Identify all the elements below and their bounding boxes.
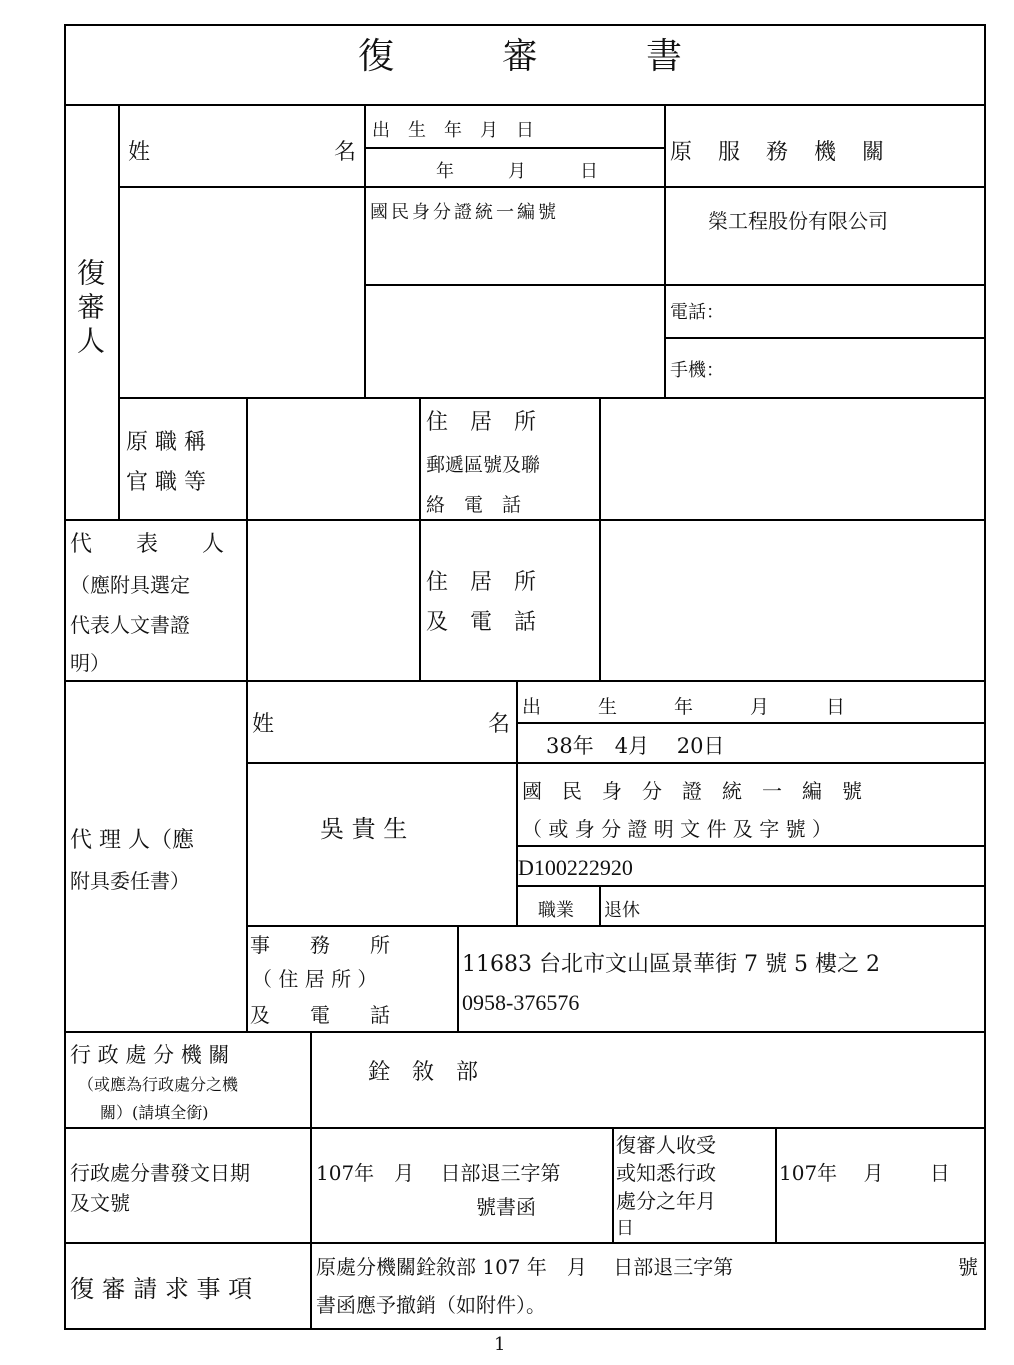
rep-label-4: 明）	[70, 651, 110, 675]
rule	[599, 885, 601, 926]
phone-label: 電話：	[670, 302, 724, 323]
agent-name-label-right: 名	[488, 712, 511, 737]
receipt-label-3: 處分之年月	[616, 1189, 716, 1213]
rule	[64, 519, 986, 521]
dispatch-label-2: 及文號	[70, 1191, 130, 1215]
agent-birth-value: 38年 4月 20日	[546, 734, 725, 758]
form-title: 復 審 書	[358, 36, 683, 77]
rule	[246, 397, 248, 1031]
rule	[365, 147, 665, 149]
receipt-label-4: 日	[616, 1218, 634, 1239]
rule	[365, 284, 986, 286]
agency-value: 榮工程股份有限公司	[708, 209, 888, 233]
agency-label: 原 服 務 機 關	[670, 140, 887, 165]
rule	[310, 1031, 312, 1330]
residence-label-3: 絡 電 話	[426, 494, 522, 516]
dispatch-value-1: 107年 月 日部退三字第	[316, 1161, 561, 1185]
request-value-2: 書函應予撤銷（如附件）。	[316, 1293, 546, 1317]
rule	[517, 885, 986, 887]
agent-name-label-left: 姓	[252, 712, 275, 737]
residence-label-2: 郵遞區號及聯	[426, 454, 541, 476]
rule	[64, 1031, 986, 1033]
rule	[775, 1127, 777, 1243]
rule	[64, 1127, 986, 1129]
rule	[364, 104, 366, 398]
rep-residence-label-2: 及 電 話	[426, 610, 537, 635]
birth-value: 年 月 日	[436, 161, 598, 182]
rule	[64, 680, 986, 682]
dispose-agency-label-3: 關）(請填全銜)	[100, 1103, 209, 1122]
agent-id-label-1: 國 民 身 分 證 統 一 編 號	[522, 779, 862, 803]
name-label-right: 名	[334, 140, 357, 165]
dispose-agency-value: 銓 敘 部	[368, 1060, 479, 1085]
rule	[119, 397, 986, 399]
rep-residence-label-1: 住 居 所	[426, 570, 537, 595]
rep-label-2: （應附具選定	[70, 573, 190, 597]
rule	[64, 1328, 986, 1330]
rule	[64, 1242, 986, 1244]
agent-birth-label: 出 生 年 月 日	[522, 696, 846, 718]
agent-label-1: 代 理 人（應	[70, 828, 194, 853]
office-label-3: 及 電 話	[250, 1003, 390, 1027]
rule	[984, 24, 986, 1330]
office-label-1: 事 務 所	[250, 933, 390, 957]
dispose-agency-label-2: （或應為行政處分之機	[78, 1075, 239, 1094]
occupation-label: 職業	[538, 900, 574, 921]
mobile-label: 手機：	[670, 360, 724, 381]
rule	[517, 845, 986, 847]
rule	[64, 104, 986, 106]
dispatch-label-1: 行政處分書發文日期	[70, 1161, 250, 1185]
rule	[247, 925, 986, 927]
id-label: 國民身分證統一編號	[370, 202, 559, 223]
dispose-agency-label-1: 行 政 處 分 機 關	[70, 1043, 230, 1067]
receipt-value: 107年 月 日	[779, 1161, 950, 1185]
rule	[64, 24, 66, 1330]
agent-name-value: 吳 貴 生	[320, 815, 408, 843]
office-address: 11683 台北市文山區景華街 7 號 5 樓之 2	[462, 952, 880, 977]
rule	[665, 337, 986, 339]
rep-label-3: 代表人文書證	[70, 613, 190, 637]
rule	[457, 925, 459, 1032]
request-value-1: 原處分機關銓敘部 107 年 月 日部退三字第	[316, 1255, 734, 1279]
title-rank-label-1: 原 職 稱	[126, 430, 206, 455]
dispatch-value-2: 號書函	[476, 1195, 536, 1219]
name-label-left: 姓	[128, 140, 151, 165]
title-rank-label-2: 官 職 等	[126, 470, 206, 495]
rule	[664, 104, 666, 398]
occupation-value: 退休	[604, 900, 640, 921]
request-label: 復 審 請 求 事 項	[70, 1275, 253, 1303]
rule	[517, 722, 986, 724]
appellant-group-label: 復審人	[73, 258, 106, 360]
rule	[118, 104, 120, 520]
rule	[64, 24, 986, 26]
rule	[419, 397, 421, 681]
rule	[612, 1127, 614, 1243]
birth-label: 出 生 年 月 日	[372, 120, 534, 141]
agent-id-label-2: （ 或 身 分 證 明 文 件 及 字 號 ）	[522, 817, 832, 841]
office-label-2: （ 住 居 所 ）	[252, 967, 378, 991]
rule	[247, 762, 986, 764]
agent-id-value: D100222920	[518, 855, 633, 880]
receipt-label-2: 或知悉行政	[616, 1161, 716, 1185]
office-phone: 0958-376576	[462, 990, 580, 1015]
receipt-label-1: 復審人收受	[616, 1133, 716, 1157]
rule	[516, 680, 518, 926]
request-value-1-end: 號	[958, 1255, 978, 1279]
rule	[119, 186, 986, 188]
rule	[599, 397, 601, 681]
residence-label-1: 住 居 所	[426, 410, 537, 435]
page-number: 1	[494, 1334, 506, 1355]
rep-label-1: 代 表 人	[70, 532, 225, 557]
agent-label-2: 附具委任書）	[70, 869, 190, 893]
